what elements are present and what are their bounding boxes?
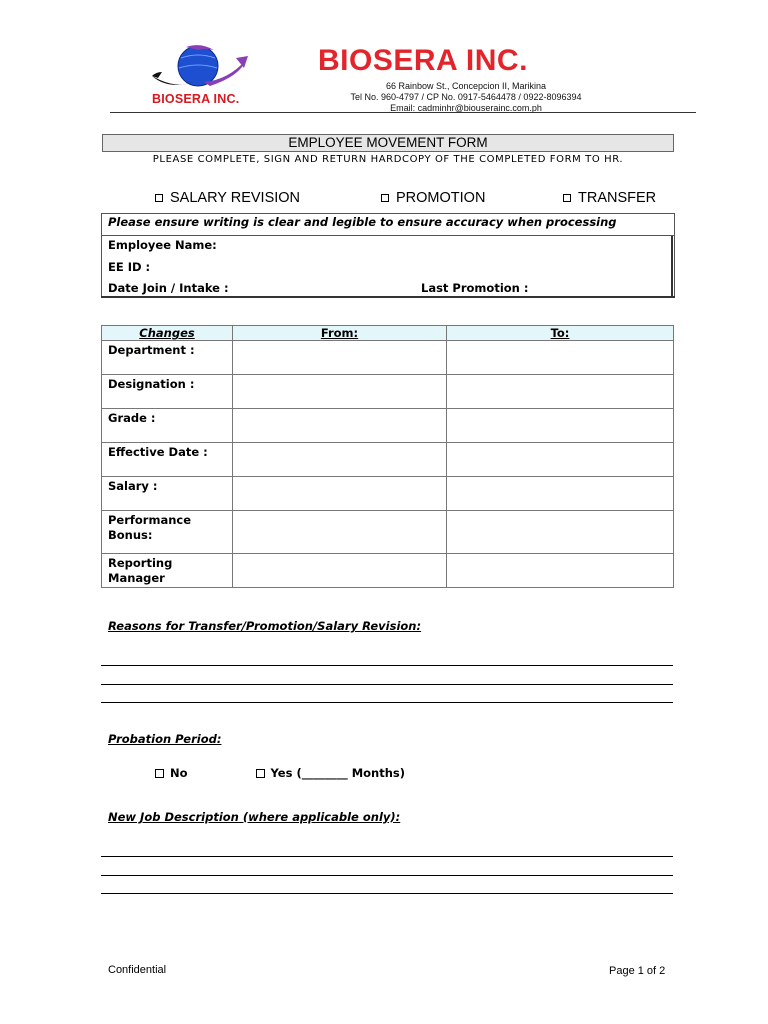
from-cell[interactable] bbox=[233, 477, 447, 511]
from-cell[interactable] bbox=[233, 443, 447, 477]
row-label: Reporting Manager bbox=[102, 554, 233, 588]
checkbox-icon[interactable] bbox=[563, 194, 571, 202]
to-cell[interactable] bbox=[447, 511, 674, 554]
row-label: Performance Bonus: bbox=[102, 511, 233, 554]
phone-line: Tel No. 960-4797 / CP No. 0917-5464478 / 0922-8096394 bbox=[350, 92, 582, 102]
from-cell[interactable] bbox=[233, 554, 447, 588]
table-row bbox=[102, 409, 674, 443]
reasons-line-2[interactable] bbox=[101, 684, 673, 685]
table-row bbox=[102, 511, 674, 554]
row-label: Salary : bbox=[102, 477, 233, 511]
row-label: Grade : bbox=[102, 409, 233, 443]
address-line: 66 Rainbow St., Concepcion II, Marikina bbox=[385, 81, 547, 91]
from-cell[interactable] bbox=[233, 409, 447, 443]
changes-table bbox=[101, 325, 674, 588]
table-row bbox=[102, 443, 674, 477]
to-cell[interactable] bbox=[447, 443, 674, 477]
table-row bbox=[102, 375, 674, 409]
table-row bbox=[102, 477, 674, 511]
option-salary-revision[interactable] bbox=[155, 190, 300, 206]
to-cell[interactable] bbox=[447, 477, 674, 511]
form-instruction: PLEASE COMPLETE, SIGN AND RETURN HARDCOPY OF THE COMPLETED FORM TO HR. bbox=[152, 154, 624, 165]
from-cell[interactable] bbox=[233, 511, 447, 554]
to-cell[interactable] bbox=[447, 375, 674, 409]
row-label: Designation : bbox=[102, 375, 233, 409]
option-transfer[interactable] bbox=[563, 190, 656, 206]
employee-name-field[interactable]: Employee Name: bbox=[108, 238, 217, 252]
option-label: TRANSFER bbox=[578, 190, 657, 206]
new-job-heading: New Job Description (where applicable only): bbox=[108, 810, 401, 824]
info-box-border bbox=[101, 296, 675, 298]
reasons-line-1[interactable] bbox=[101, 665, 673, 666]
legibility-notice: Please ensure writing is clear and legible to ensure accuracy when processing bbox=[108, 215, 617, 229]
table-header-row bbox=[102, 326, 674, 341]
to-cell[interactable] bbox=[447, 341, 674, 375]
logo-caption: BIOSERA INC. bbox=[152, 92, 240, 106]
info-box-divider bbox=[101, 235, 675, 236]
probation-options bbox=[155, 766, 405, 780]
company-name: BIOSERA INC. bbox=[318, 44, 528, 77]
reasons-line-3[interactable] bbox=[101, 702, 673, 703]
column-header-to: To: bbox=[447, 326, 674, 341]
checkbox-icon[interactable] bbox=[381, 194, 389, 202]
job-desc-line-3[interactable] bbox=[101, 893, 673, 894]
job-desc-line-2[interactable] bbox=[101, 875, 673, 876]
checkbox-icon[interactable] bbox=[155, 194, 163, 202]
reasons-heading: Reasons for Transfer/Promotion/Salary Revision: bbox=[108, 619, 422, 633]
table-row bbox=[102, 554, 674, 588]
option-label: PROMOTION bbox=[396, 190, 486, 206]
footer-confidential: Confidential bbox=[108, 964, 167, 976]
last-promotion-field[interactable]: Last Promotion : bbox=[421, 281, 529, 295]
header-divider bbox=[110, 112, 696, 113]
form-title: EMPLOYEE MOVEMENT FORM bbox=[288, 135, 488, 150]
email-line: Email: cadminhr@biouserainc.com.ph bbox=[390, 103, 542, 113]
date-join-field[interactable]: Date Join / Intake : bbox=[108, 281, 229, 295]
ee-id-field[interactable]: EE ID : bbox=[108, 260, 151, 274]
option-promotion[interactable] bbox=[381, 190, 485, 206]
job-desc-line-1[interactable] bbox=[101, 856, 673, 857]
column-header-from: From: bbox=[233, 326, 447, 341]
probation-yes-label: Yes (________ Months) bbox=[270, 766, 406, 780]
option-label: SALARY REVISION bbox=[170, 190, 301, 206]
column-header-changes: Changes bbox=[102, 326, 233, 341]
to-cell[interactable] bbox=[447, 409, 674, 443]
info-box-border bbox=[671, 236, 673, 298]
to-cell[interactable] bbox=[447, 554, 674, 588]
from-cell[interactable] bbox=[233, 341, 447, 375]
table-row bbox=[102, 341, 674, 375]
row-label: Department : bbox=[102, 341, 233, 375]
checkbox-yes-icon[interactable] bbox=[256, 769, 265, 778]
checkbox-no-icon[interactable] bbox=[155, 769, 164, 778]
from-cell[interactable] bbox=[233, 375, 447, 409]
row-label: Effective Date : bbox=[102, 443, 233, 477]
company-address bbox=[330, 81, 602, 114]
probation-heading: Probation Period: bbox=[108, 732, 222, 746]
footer-page-number: Page 1 of 2 bbox=[609, 965, 666, 977]
probation-no-label: No bbox=[170, 766, 188, 780]
